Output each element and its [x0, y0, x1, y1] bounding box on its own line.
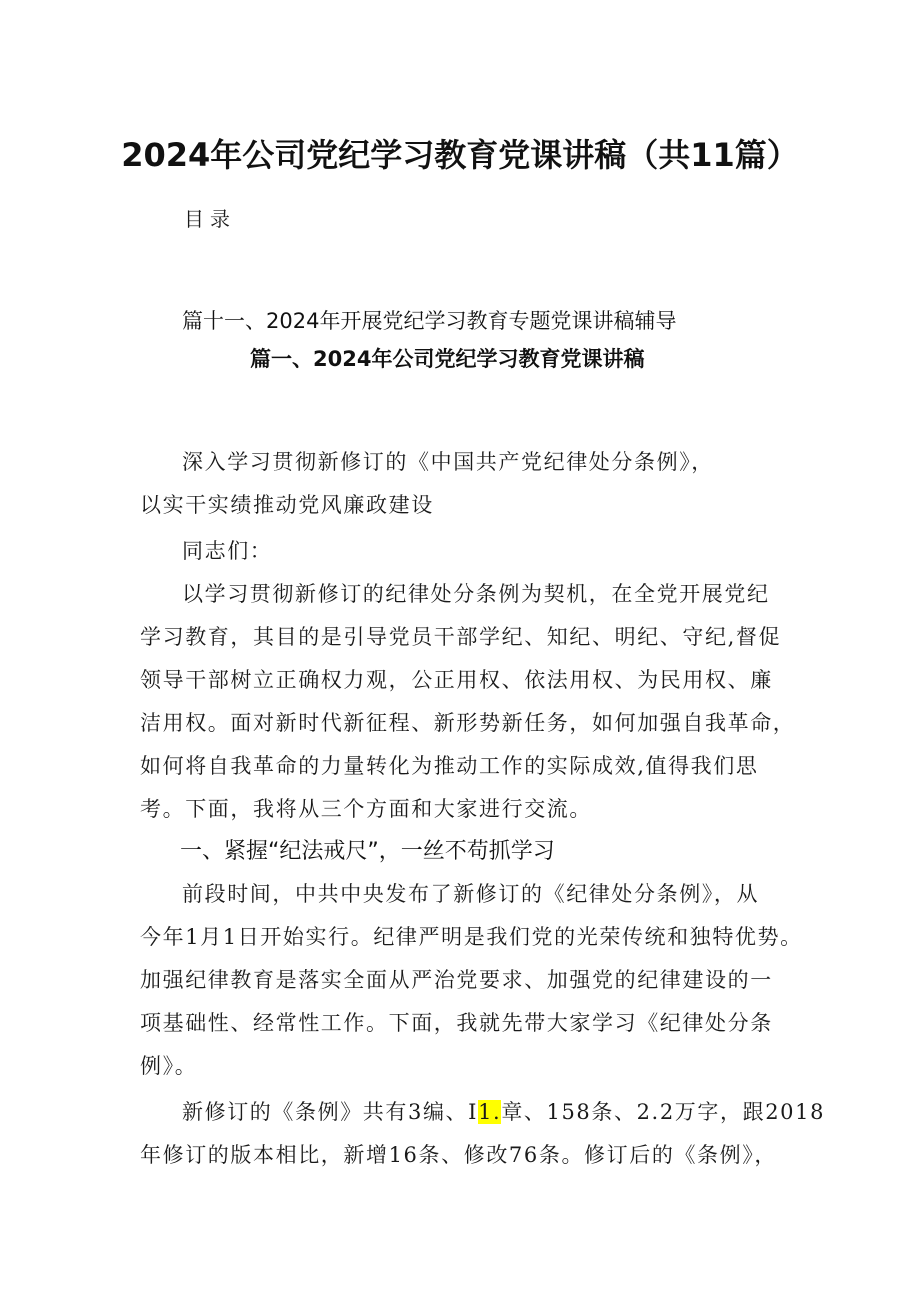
paragraph-line: 考。下面，我将从三个方面和大家进行交流。 — [140, 797, 592, 821]
document-title: 2024年公司党纪学习教育党课讲稿（共11篇） — [121, 136, 799, 174]
salutation: 同志们： — [182, 539, 273, 563]
paragraph-line: 如何将自我革命的力量转化为推动工作的实际成效,值得我们思 — [140, 754, 759, 778]
paragraph-line — [182, 1096, 825, 1126]
paragraph-line: 领导干部树立正确权力观，公正用权、依法用权、为民用权、廉 — [140, 668, 773, 692]
toc-item[interactable]: 篇十一、2024年开展党纪学习教育专题党课讲稿辅导 — [182, 309, 677, 333]
paragraph-line: 加强纪律教育是落实全面从严治党要求、加强党的纪律建设的一 — [140, 968, 773, 992]
paragraph-line: 前段时间，中共中央发布了新修订的《纪律处分条例》，从 — [182, 882, 760, 906]
paragraph-line: 洁用权。面对新时代新征程、新形势新任务，如何加强自我革命， — [140, 711, 796, 735]
paragraph-line: 今年1月1日开始实行。纪律严明是我们党的光荣传统和独特优势。 — [140, 925, 803, 949]
paragraph-text: 章、158条、2.2万字，跟2018 — [501, 1100, 826, 1124]
paragraph-text: 新修订的《条例》共有3编、I — [182, 1100, 479, 1124]
paragraph-line: 年修订的版本相比，新增16条、修改76条。修订后的《条例》， — [140, 1143, 777, 1167]
paragraph-line: 学习教育，其目的是引导党员干部学纪、知纪、明纪、守纪,督促 — [140, 625, 782, 649]
highlighted-text: 1. — [478, 1100, 502, 1124]
paragraph-line: 例》。 — [140, 1054, 198, 1078]
speech-subtitle-line: 深入学习贯彻新修订的《中国共产党纪律处分条例》， — [182, 450, 714, 474]
toc-label: 目录 — [184, 207, 236, 231]
section-heading: 一、紧握“纪法戒尺”，一丝不苟抓学习 — [180, 839, 555, 864]
speech-subtitle-line: 以实干实绩推动党风廉政建设 — [140, 493, 434, 517]
toc-item[interactable]: 篇一、2024年公司党纪学习教育党课讲稿 — [250, 347, 645, 371]
paragraph-line: 以学习贯彻新修订的纪律处分条例为契机，在全党开展党纪 — [182, 582, 770, 606]
paragraph-line: 项基础性、经常性工作。下面，我就先带大家学习《纪律处分条 — [140, 1011, 773, 1035]
